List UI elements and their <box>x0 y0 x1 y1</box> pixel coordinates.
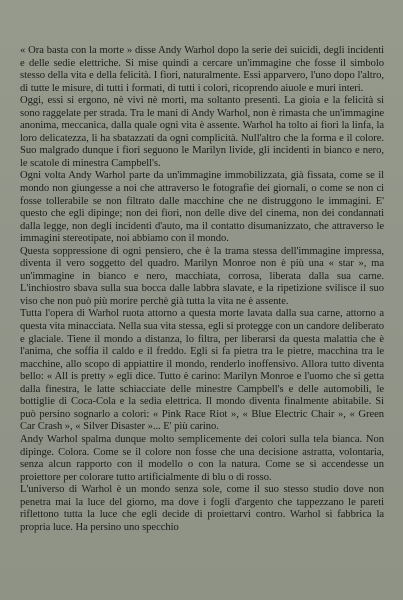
body-text <box>20 45 384 534</box>
paragraph-3: Ogni volta Andy Warhol parte da un'immagine immobilizzata, già fissata, come se il mondo non giungesse a noi che attraverso le fotografie dei giornali, o come se non ci fosse tollerabile se non filtrato dalle macchine che ne distruggono le immagini. E' questo che egli dipinge; non dei fiori, non delle dive del cinema, non dei condannati dalla legge, non degli incidenti d'auto, ma il contatto disumanizzato, che attraverso le immagini stereotipate, noi abbiamo con il mondo. <box>20 170 384 245</box>
paragraph-4: Questa soppressione di ogni pensiero, che è la trama stessa dell'immagine impressa, diventa il vero soggetto del quadro. Marilyn Monroe non è più una « star », ma un'immagine in bianco e nero, macchiata, corrosa, liberata dalla sua carne. L'inchiostro sbava sulla sua bocca dalle labbra slavate, e la ripetizione svilisce il suo viso che non può più morire perchè già tutta la vita ne è assente. <box>20 245 384 307</box>
paragraph-1: « Ora basta con la morte » disse Andy Warhol dopo la serie dei suicidi, degli incidenti e delle sedie elettriche. Si mise quindi a cercare un'immagine che fosse il simbolo stesso della vita e della felicità. I fiori, naturalmente. Essi apparvero, l'uno dopo l'altro, di tutte le misure, di tutti i formati, di tutti i colori, ricoprendo aiuole e muri interi. <box>20 45 384 94</box>
paragraph-2: Oggi, essi si ergono, nè vivi nè morti, ma soltanto presenti. La gioia e la felicità si sono raggelate per strada. Tra le mani di Andy Warhol, non è rimasta che un'immagine anonima, meccanica, dalla quale ogni vita è assente. Warhol ha tolto ai fiori la linfa, la loro delicatezza, li ha sbatazzati da ogni complicità. Null'altro che la forma e il colore. Suo malgrado dunque i fiori seguono le Marilyn livide, gli incidenti in bianco e nero, le scatole di minestra Campbell's. <box>20 95 384 169</box>
paragraph-5: Tutta l'opera di Warhol ruota attorno a questa morte lavata dalla sua carne, attorno a questa vita minacciata. Nella sua vita stessa, egli si protegge con un candore deliberato e glaciale. Tiene il mondo a distanza, lo filtra, per liberarsi da questa malattia che è l'anima, che soffia il caldo e il freddo. Egli si fa pietra tra le pietre, macchina tra le macchine, allo scopo di appiattire il mondo, renderlo inoffensivo. Allora tutto diventa bello: « All is pretty » egli dice. Tutto è carino: Marilyn Monroe e l'uomo che si getta dalla finestra, le latte schiacciate delle minestre Campbell's e delle automobili, le bottiglie di Coca-Cola e la sedia elettrica. Il mondo diventa finalmente abitabile. Si può persino sognarlo a colori: « Pink Race Riot », « Blue Electric Chair », « Green Car Crash », « Silver Disaster »... E' più carino. <box>20 308 384 433</box>
paragraph-7: L'universo di Warhol è un mondo senza sole, come il suo stesso studio dove non penetra mai la luce del giorno, ma dove i fogli d'argento che tappezzano le pareti riflettono tutta la luce che egli decide di proiettarvi contro. Warhol si fabbrica la propria luce. Ha persino uno specchio <box>20 484 384 533</box>
paragraph-6: Andy Warhol spalma dunque molto semplicemente dei colori sulla tela bianca. Non dipinge. Colora. Come se il colore non fosse che una decisione astratta, volontaria, senza alcun rapporto con il modello o con la natura. Come se si accendesse un proiettore per colorare tutto artificialmente di blu o di rosso. <box>20 433 384 483</box>
